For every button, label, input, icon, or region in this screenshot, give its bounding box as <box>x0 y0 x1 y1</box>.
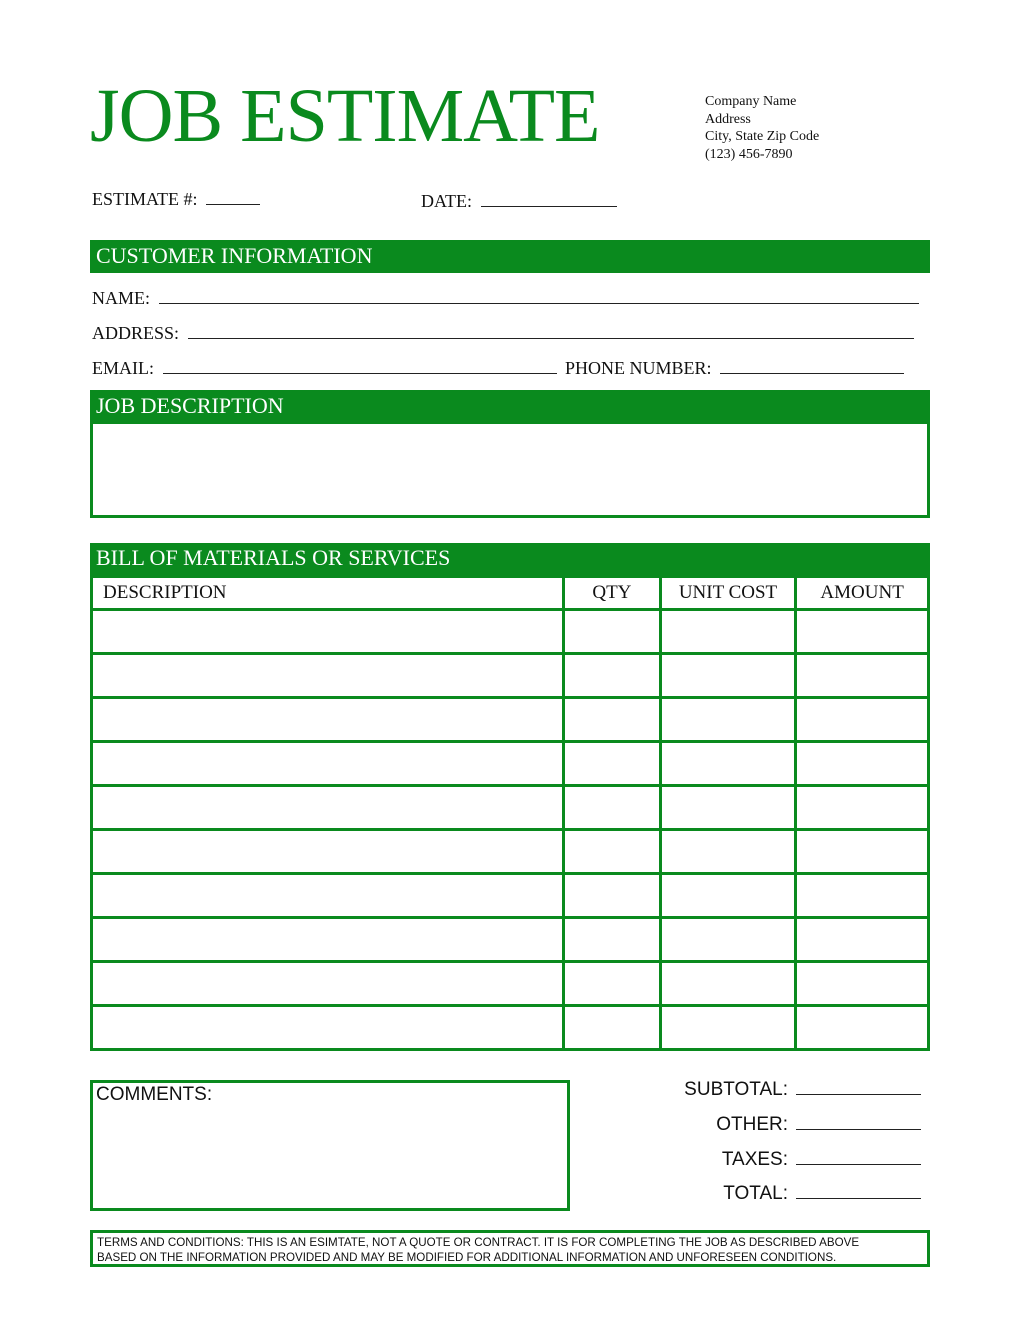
bom-row <box>92 654 929 698</box>
bom-cell-unit-cost[interactable] <box>660 654 796 698</box>
bom-header: BILL OF MATERIALS OR SERVICES <box>90 543 930 577</box>
taxes-label: TAXES: <box>721 1149 788 1170</box>
bom-header-row <box>92 577 929 610</box>
bom-cell-unit-cost[interactable] <box>660 786 796 830</box>
bom-cell-qty[interactable] <box>564 918 661 962</box>
date-label: DATE: <box>421 191 472 211</box>
bom-cell-unit-cost[interactable] <box>660 698 796 742</box>
bom-body <box>92 610 929 1050</box>
bom-cell-amount[interactable] <box>796 698 929 742</box>
bom-row <box>92 1006 929 1050</box>
bom-row <box>92 786 929 830</box>
bom-cell-amount[interactable] <box>796 830 929 874</box>
customer-email-field[interactable] <box>163 355 557 374</box>
bom-cell-description[interactable] <box>92 742 564 786</box>
total-field[interactable] <box>796 1182 921 1199</box>
subtotal-label: SUBTOTAL: <box>684 1079 788 1100</box>
comments-box[interactable] <box>90 1080 570 1211</box>
bom-cell-description[interactable] <box>92 874 564 918</box>
bom-cell-qty[interactable] <box>564 1006 661 1050</box>
other-label: OTHER: <box>716 1114 788 1135</box>
bom-cell-unit-cost[interactable] <box>660 610 796 654</box>
job-description-box[interactable] <box>90 421 930 518</box>
bom-row <box>92 742 929 786</box>
taxes-field[interactable] <box>796 1148 921 1165</box>
company-name: Company Name <box>705 94 797 109</box>
company-city-line: City, State Zip Code <box>705 129 820 144</box>
taxes-row <box>640 1148 921 1171</box>
bom-cell-qty[interactable] <box>564 654 661 698</box>
bom-cell-amount[interactable] <box>796 610 929 654</box>
bom-cell-unit-cost[interactable] <box>660 874 796 918</box>
terms-box <box>90 1230 930 1267</box>
customer-phone-label: PHONE NUMBER: <box>565 358 712 378</box>
bom-cell-qty[interactable] <box>564 742 661 786</box>
bom-cell-amount[interactable] <box>796 874 929 918</box>
customer-info-header: CUSTOMER INFORMATION <box>90 240 930 273</box>
bom-cell-qty[interactable] <box>564 874 661 918</box>
bom-row <box>92 962 929 1006</box>
customer-email-label: EMAIL: <box>92 358 154 378</box>
bom-cell-description[interactable] <box>92 698 564 742</box>
bom-cell-qty[interactable] <box>564 698 661 742</box>
estimate-number-row <box>92 186 260 210</box>
bom-cell-amount[interactable] <box>796 918 929 962</box>
bom-row <box>92 918 929 962</box>
bom-cell-description[interactable] <box>92 830 564 874</box>
bom-cell-amount[interactable] <box>796 654 929 698</box>
total-label: TOTAL: <box>723 1183 788 1204</box>
terms-line-2: BASED ON THE INFORMATION PROVIDED AND MAY BE MODIFIED FOR ADDITIONAL INFORMATION AND UNFORESEEN CONDITIONS. <box>97 1251 837 1264</box>
total-row <box>640 1182 921 1205</box>
bom-cell-qty[interactable] <box>564 786 661 830</box>
job-description-header: JOB DESCRIPTION <box>90 390 930 424</box>
bom-cell-unit-cost[interactable] <box>660 962 796 1006</box>
customer-address-row <box>92 320 914 344</box>
bom-col-amount: AMOUNT <box>796 577 929 610</box>
date-row <box>421 188 617 212</box>
bom-row <box>92 830 929 874</box>
bom-cell-description[interactable] <box>92 610 564 654</box>
estimate-number-field[interactable] <box>206 186 260 205</box>
customer-name-label: NAME: <box>92 288 150 308</box>
bom-cell-description[interactable] <box>92 962 564 1006</box>
customer-phone-field[interactable] <box>720 355 904 374</box>
subtotal-field[interactable] <box>796 1078 921 1095</box>
customer-address-label: ADDRESS: <box>92 323 180 343</box>
other-field[interactable] <box>796 1113 921 1130</box>
customer-address-field[interactable] <box>188 320 914 339</box>
estimate-number-label: ESTIMATE #: <box>92 189 198 209</box>
bom-cell-description[interactable] <box>92 1006 564 1050</box>
comments-label: COMMENTS: <box>96 1084 213 1105</box>
customer-contact-row <box>92 355 904 379</box>
bom-cell-qty[interactable] <box>564 610 661 654</box>
page-title: JOB ESTIMATE <box>90 74 600 158</box>
bom-cell-qty[interactable] <box>564 962 661 1006</box>
company-address: Address <box>705 111 751 127</box>
customer-name-field[interactable] <box>159 285 919 304</box>
bom-col-qty: QTY <box>564 577 661 610</box>
customer-name-row <box>92 285 919 309</box>
bom-row <box>92 698 929 742</box>
bom-cell-description[interactable] <box>92 654 564 698</box>
bom-cell-description[interactable] <box>92 786 564 830</box>
company-info <box>705 93 819 163</box>
bom-cell-qty[interactable] <box>564 830 661 874</box>
bom-col-description: DESCRIPTION <box>92 577 564 610</box>
terms-line-1: TERMS AND CONDITIONS: THIS IS AN ESIMTATE, NOT A QUOTE OR CONTRACT. IT IS FOR COMPLETING THE JOB AS DESCRIBED ABOVE <box>97 1236 860 1249</box>
bom-col-unit-cost: UNIT COST <box>660 577 796 610</box>
bom-cell-amount[interactable] <box>796 1006 929 1050</box>
date-field[interactable] <box>481 188 617 207</box>
subtotal-row <box>640 1078 921 1101</box>
bom-cell-amount[interactable] <box>796 962 929 1006</box>
bom-cell-unit-cost[interactable] <box>660 1006 796 1050</box>
bom-row <box>92 610 929 654</box>
company-phone: (123) 456-7890 <box>705 146 793 162</box>
bom-row <box>92 874 929 918</box>
bom-cell-unit-cost[interactable] <box>660 918 796 962</box>
bom-cell-unit-cost[interactable] <box>660 830 796 874</box>
bom-cell-description[interactable] <box>92 918 564 962</box>
bom-cell-amount[interactable] <box>796 742 929 786</box>
bom-table <box>90 575 930 1051</box>
bom-cell-amount[interactable] <box>796 786 929 830</box>
other-row <box>640 1113 921 1136</box>
bom-cell-unit-cost[interactable] <box>660 742 796 786</box>
